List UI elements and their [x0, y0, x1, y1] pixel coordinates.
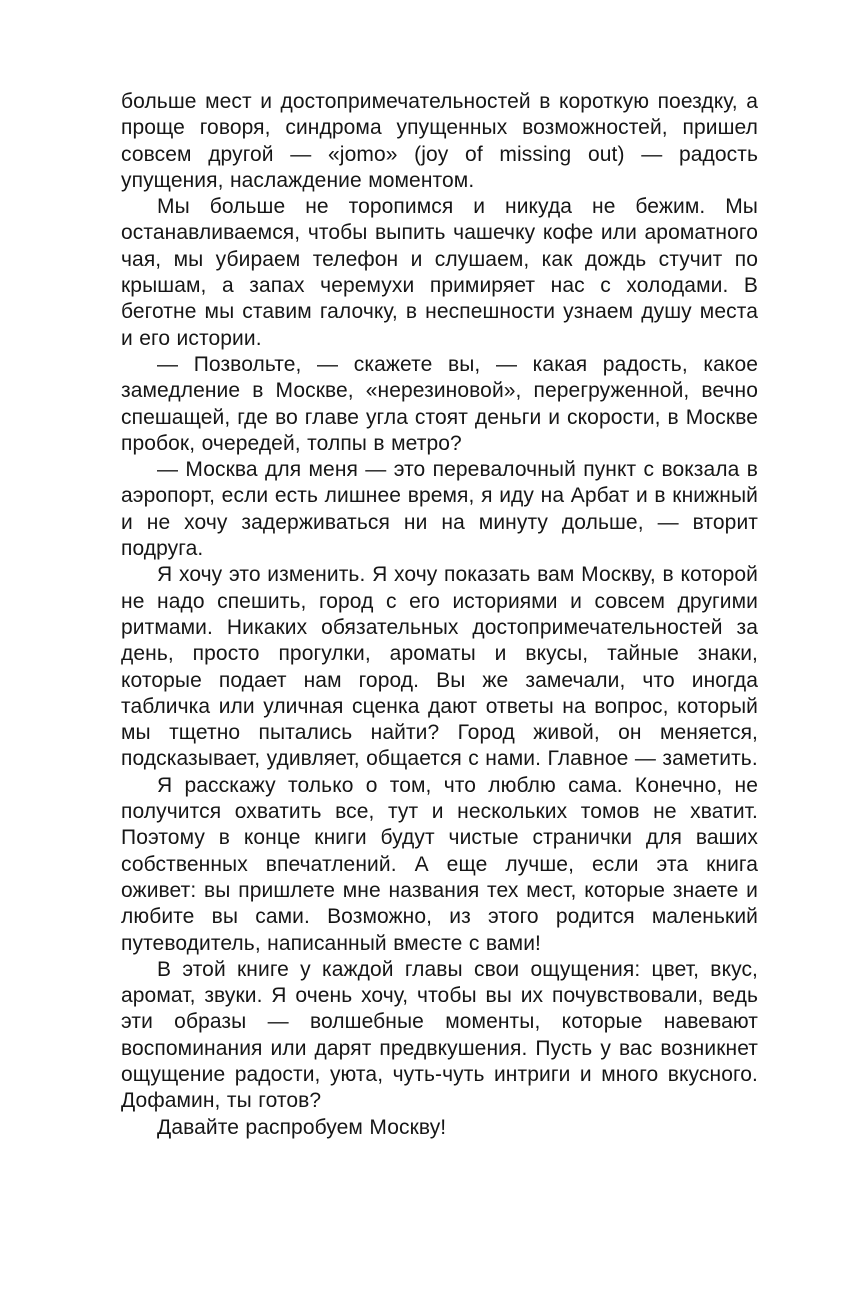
- paragraph: Мы больше не торопимся и никуда не бежим. Мы останавливаемся, чтобы выпить чашечку кофе или ароматного чая, мы убираем телефон и слушаем, как дождь стучит по крышам, а запах черемухи примиряет нас с холодами. В беготне мы ставим галочку, в неспешности узнаем душу места и его истории.: [121, 195, 758, 350]
- paragraph: больше мест и достопримечательностей в короткую поездку, а проще говоря, синдрома упущенных возможностей, пришел совсем другой — «jomo» (joy of missing out) — радость упущения, наслаждение моментом.: [121, 90, 758, 192]
- paragraph: Я хочу это изменить. Я хочу показать вам Москву, в которой не надо спешить, город с его историями и совсем другими ритмами. Никаких обязательных достопримечательностей за день, просто прогулки, ароматы и вкусы, тайные знаки, которые подает нам город. Вы же замечали, что иногда табличка или уличная сценка дают ответы на вопрос, который мы тщетно пытались найти? Город живой, он меняется, подсказывает, удивляет, общается с нами. Главное — заметить.: [121, 563, 758, 771]
- paragraph: Давайте распробуем Москву!: [157, 1115, 447, 1139]
- paragraph: Я расскажу только о том, что люблю сама. Конечно, не получится охватить все, тут и нескольких томов не хватит. Поэтому в конце книги будут чистые странички для ваших собственных впечатлений. А еще лучше, если эта книга оживет: вы пришлете мне названия тех мест, которые знаете и любите вы сами. Возможно, из этого родится маленький путеводитель, написанный вместе с вами!: [121, 773, 758, 955]
- page-text: [121, 89, 758, 1141]
- paragraph: — Позвольте, — скажете вы, — какая радость, какое замедление в Москве, «нерезиновой», перегруженной, вечно спешащей, где во главе угла стоят деньги и скорости, в Москве пробок, очередей, толпы в метро?: [121, 352, 758, 455]
- paragraph: В этой книге у каждой главы свои ощущения: цвет, вкус, аромат, звуки. Я очень хочу, чтобы вы их почувствовали, ведь эти образы — волшебные моменты, которые навевают воспоминания или дарят предвкушения. Пусть у вас возникнет ощущение радости, уюта, чуть-чуть интриги и много вкусного. Дофамин, ты готов?: [121, 957, 758, 1113]
- paragraph: — Москва для меня — это перевалочный пункт с вокзала в аэропорт, если есть лишнее время, я иду на Арбат и в книжный и не хочу задерживаться ни на минуту дольше, — вторит подруга.: [121, 458, 758, 561]
